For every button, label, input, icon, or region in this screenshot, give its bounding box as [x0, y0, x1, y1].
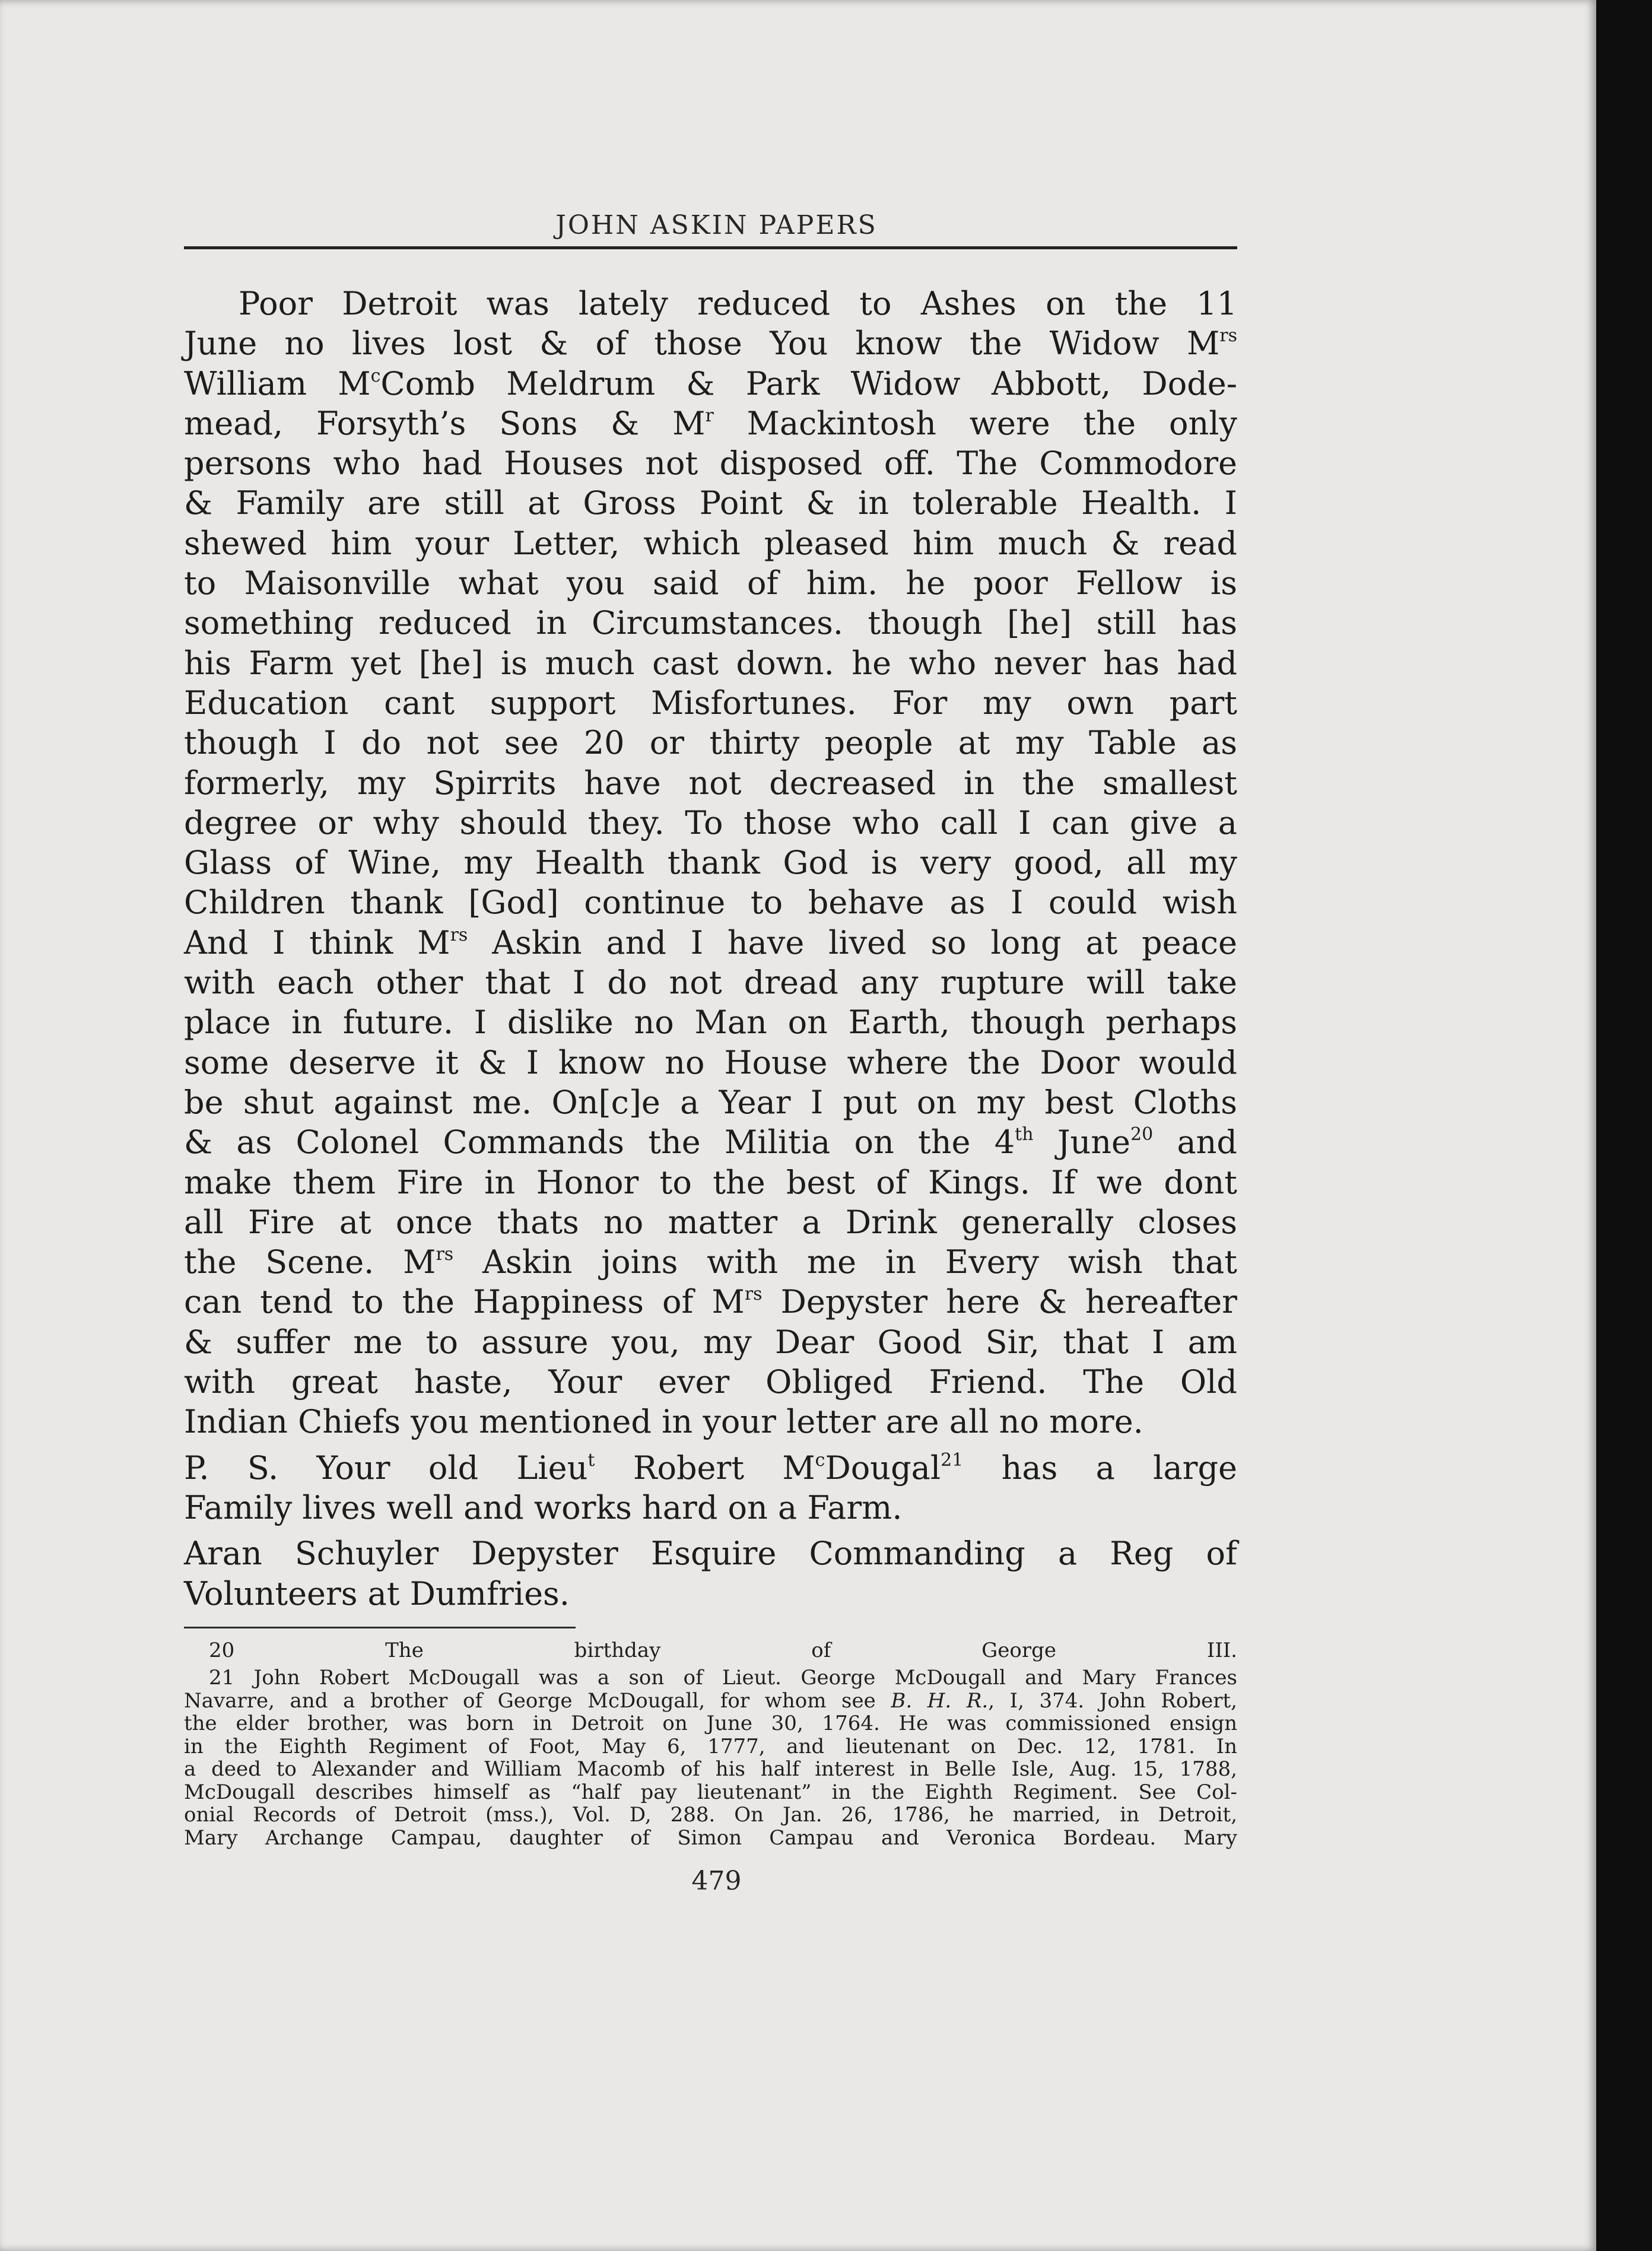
text-line: place in future. I dislike no Man on Earth, though perhaps: [184, 1004, 1237, 1042]
text-line: Poor Detroit was lately reduced to Ashes on the 11: [239, 285, 1237, 322]
footnote-line: McDougall describes himself as “half pay lieutenant” in the Eighth Regiment. See Col-: [184, 1780, 1237, 1804]
running-head-rule: [184, 246, 1237, 249]
footnote-21: [184, 1666, 1237, 1849]
text-line: to Maisonville what you said of him. he poor Fellow is: [184, 564, 1237, 602]
footnote-line: a deed to Alexander and William Macomb of his half interest in Belle Isle, Aug. 15, 1788,: [184, 1757, 1237, 1782]
footnote-line: Navarre, and a brother of George McDougall, for whom see B. H. R., I, 374. John Robert,: [184, 1688, 1237, 1713]
text-line: Volunteers at Dumfries.: [184, 1574, 570, 1612]
text-line: P. S. Your old Lieu$^t$ Robert $M^cDougal^{21}$ has a large: [184, 1449, 1237, 1487]
text-line: formerly, my Spirrits have not decreased in the smallest: [184, 764, 1237, 802]
letter-postscript: [184, 1448, 1237, 1528]
footnotes: [184, 1639, 1237, 1850]
letter-address: [184, 1534, 1237, 1614]
running-head: JOHN ASKIN PAPERS: [555, 210, 878, 240]
text-line: degree or why should they. To those who call I can give a: [184, 804, 1237, 842]
text-line: Glass of Wine, my Health thank God is very good, all my: [184, 844, 1237, 882]
letter-body: [184, 284, 1237, 1614]
letter-paragraph-main: [184, 284, 1237, 1442]
text-line: Family lives well and works hard on a Farm.: [184, 1488, 903, 1526]
text-line: & as Colonel Commands the Militia on the 4th June$^{20}$ and: [184, 1123, 1237, 1161]
footnote-20: [184, 1639, 1237, 1662]
text-line: all Fire at once thats no matter a Drink generally closes: [184, 1203, 1237, 1241]
text-line: William $M^cComb$ Meldrum & Park Widow Abbott, Dode-: [184, 364, 1237, 402]
footnote-line: 21 John Robert McDougall was a son of Lieut. George McDougall and Mary Frances: [209, 1666, 1237, 1690]
text-line: make them Fire in Honor to the best of Kings. If we dont: [184, 1163, 1237, 1201]
footnote-line: 20 The birthday of George III.: [209, 1638, 1237, 1662]
text-line: can tend to the Happiness of $M^{rs}$ Depyster here & hereafter: [184, 1283, 1237, 1321]
footnote-line: onial Records of Detroit (mss.), Vol. D, 288. On Jan. 26, 1786, he married, in Detroit,: [184, 1803, 1237, 1827]
text-line: And I think $M^{rs}$ Askin and I have lived so long at peace: [184, 923, 1237, 961]
text-line: June no lives lost & of those You know the Widow $M^{rs}$: [184, 325, 1237, 363]
text-line: Education cant support Misfortunes. For my own part: [184, 684, 1237, 722]
text-line: Indian Chiefs you mentioned in your letter are all no more.: [184, 1403, 1143, 1441]
text-line: though I do not see 20 or thirty people at my Table as: [184, 724, 1237, 762]
text-line: shewed him your Letter, which pleased him much & read: [184, 524, 1237, 562]
footnote-rule: [184, 1627, 576, 1628]
page-content: [184, 205, 1237, 1896]
text-line: Aran Schuyler Depyster Esquire Commanding a Reg of: [184, 1535, 1237, 1573]
footnote-line: the elder brother, was born in Detroit on June 30, 1764. He was commissioned ensign: [184, 1712, 1237, 1736]
text-line: with each other that I do not dread any rupture will take: [184, 964, 1237, 1002]
footnote-line: in the Eighth Regiment of Foot, May 6, 1777, and lieutenant on Dec. 12, 1781. In: [184, 1734, 1237, 1758]
footnote-line: Mary Archange Campau, daughter of Simon Campau and Veronica Bordeau. Mary: [184, 1825, 1237, 1850]
page-number: 479: [691, 1866, 742, 1897]
text-line: be shut against me. On[c]e a Year I put on my best Cloths: [184, 1083, 1237, 1121]
text-line: some deserve it & I know no House where the Door would: [184, 1043, 1237, 1081]
text-line: & suffer me to assure you, my Dear Good Sir, that I am: [184, 1323, 1237, 1361]
text-line: persons who had Houses not disposed off. The Commodore: [184, 445, 1237, 482]
text-line: Children thank [God] continue to behave as I could wish: [184, 884, 1237, 922]
text-line: with great haste, Your ever Obliged Friend. The Old: [184, 1363, 1237, 1401]
text-line: mead, Forsyth’s Sons & $M^r$ Mackintosh were the only: [184, 404, 1238, 442]
text-line: something reduced in Circumstances. though [he] still has: [184, 604, 1237, 642]
text-line: the Scene. $M^{rs}$ Askin joins with me in Every wish that: [184, 1243, 1237, 1281]
text-line: his Farm yet [he] is much cast down. he who never has had: [184, 644, 1237, 682]
text-line: & Family are still at Gross Point & in tolerable Health. I: [184, 484, 1237, 522]
